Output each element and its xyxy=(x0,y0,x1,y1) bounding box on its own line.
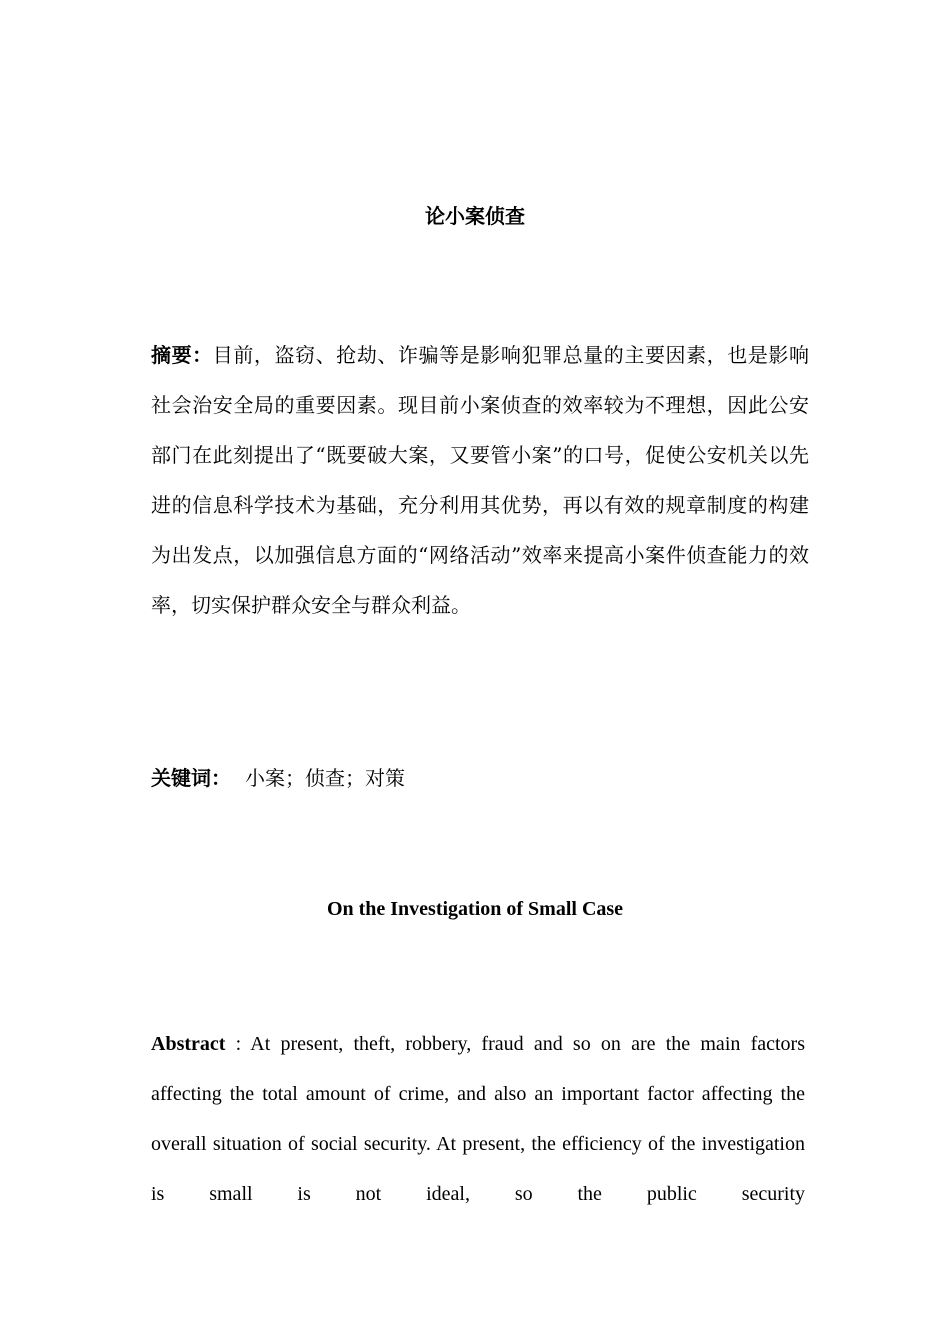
english-abstract xyxy=(151,1019,805,1219)
english-abstract-text: : At present, theft, robbery, fraud and so on are the main factors affecting the total amount of crime, and also an important factor affecting the overall situation of social security. At present, the efficiency of the investigation is small is not ideal, so the public security xyxy=(151,1033,805,1205)
chinese-keywords-text: 小案；侦查；对策 xyxy=(245,766,405,790)
chinese-title: 论小案侦查 xyxy=(425,204,525,228)
english-abstract-label: Abstract xyxy=(151,1033,226,1055)
chinese-keywords xyxy=(151,760,809,796)
chinese-abstract xyxy=(151,330,809,630)
chinese-abstract-label: 摘要： xyxy=(151,343,213,367)
chinese-keywords-label: 关键词： xyxy=(151,766,231,790)
english-title: On the Investigation of Small Case xyxy=(326,898,624,920)
chinese-abstract-text: 目前，盗窃、抢劫、诈骗等是影响犯罪总量的主要因素，也是影响社会治安全局的重要因素。现目前小案侦查的效率较为不理想，因此公安部门在此刻提出了“既要破大案，又要管小案”的口号，促使公安机关以先进的信息科学技术为基础，充分利用其优势，再以有效的规章制度的构建为出发点，以加强信息方面的“网络活动”效率来提高小案件侦查能力的效率，切实保护群众安全与群众利益。 xyxy=(151,343,810,617)
